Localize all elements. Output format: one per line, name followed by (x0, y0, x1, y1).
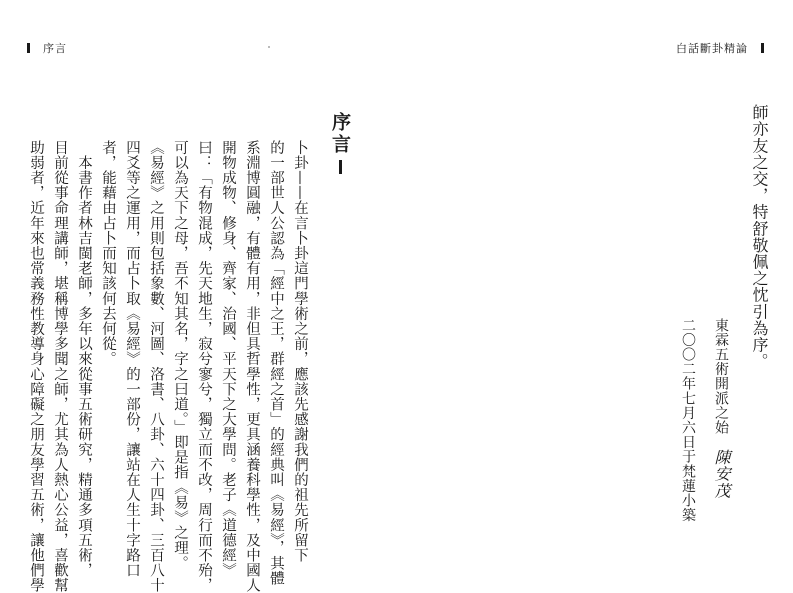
preface-column: 目前從事命理講師，堪稱博學多聞之師，尤其為人熱心公益，喜歡幫 (52, 140, 68, 593)
preface-column: 本書作者林吉閩老師，多年以來從事五術研究，精通多項五術， (76, 140, 92, 578)
preface-title-text: 序言 (329, 112, 351, 156)
preface-column: 《易經》之用則包括象數、河圖、洛書、八卦、六十四卦、三百八十 (148, 140, 164, 593)
signature-org: 東霖五術開派之始 (713, 318, 729, 435)
header-bar-mark (761, 43, 764, 53)
closing-line: 師亦友之交，特舒敬佩之忱引為序。 (750, 104, 769, 370)
preface-title (327, 112, 354, 174)
signature-name: 陳安茂 (712, 448, 731, 499)
preface-column: 曰：「有物混成，先天地生，寂兮寥兮，獨立而不改，周行而不殆， (196, 140, 212, 593)
page-spine-mark (268, 46, 270, 48)
preface-column: 開物成物、修身、齊家、治國、平天下之大學問。老子《道德經》 (220, 140, 236, 578)
header-left-title: 序言 (43, 42, 67, 55)
running-header-right (676, 40, 765, 56)
date-place-line: 二〇〇二年七月六日于梵蓮小築 (680, 318, 696, 523)
preface-column: 可以為天下之母，吾不知其名，字之曰道。」即是指《易》之理。 (172, 140, 188, 571)
preface-column: 四爻等之運用，而占卜取《易經》的一部份，讓站在人生十字路口 (124, 140, 140, 578)
header-right-title: 白話斷卦精論 (676, 42, 748, 55)
running-header-left (26, 40, 67, 56)
preface-column: 者，能藉由占卜而知該何去何從。 (100, 140, 116, 367)
preface-column: 系淵博圓融，有體有用，非但具哲學性，更具涵養科學性，及中國人 (244, 140, 260, 593)
header-bar-mark (27, 43, 30, 53)
preface-column: 的一部世人公認為「經中之王，群經之首」的經典叫《易經》，其體 (268, 140, 284, 586)
preface-column: 助弱者，近年來也常義務性教導身心障礙之朋友學習五術，讓他們學 (28, 140, 44, 593)
signature-block (710, 318, 733, 499)
preface-column: 卜卦——在言卜卦這門學術之前，應該先感謝我們的祖先所留下 (292, 140, 308, 563)
title-bar-mark (339, 160, 342, 174)
